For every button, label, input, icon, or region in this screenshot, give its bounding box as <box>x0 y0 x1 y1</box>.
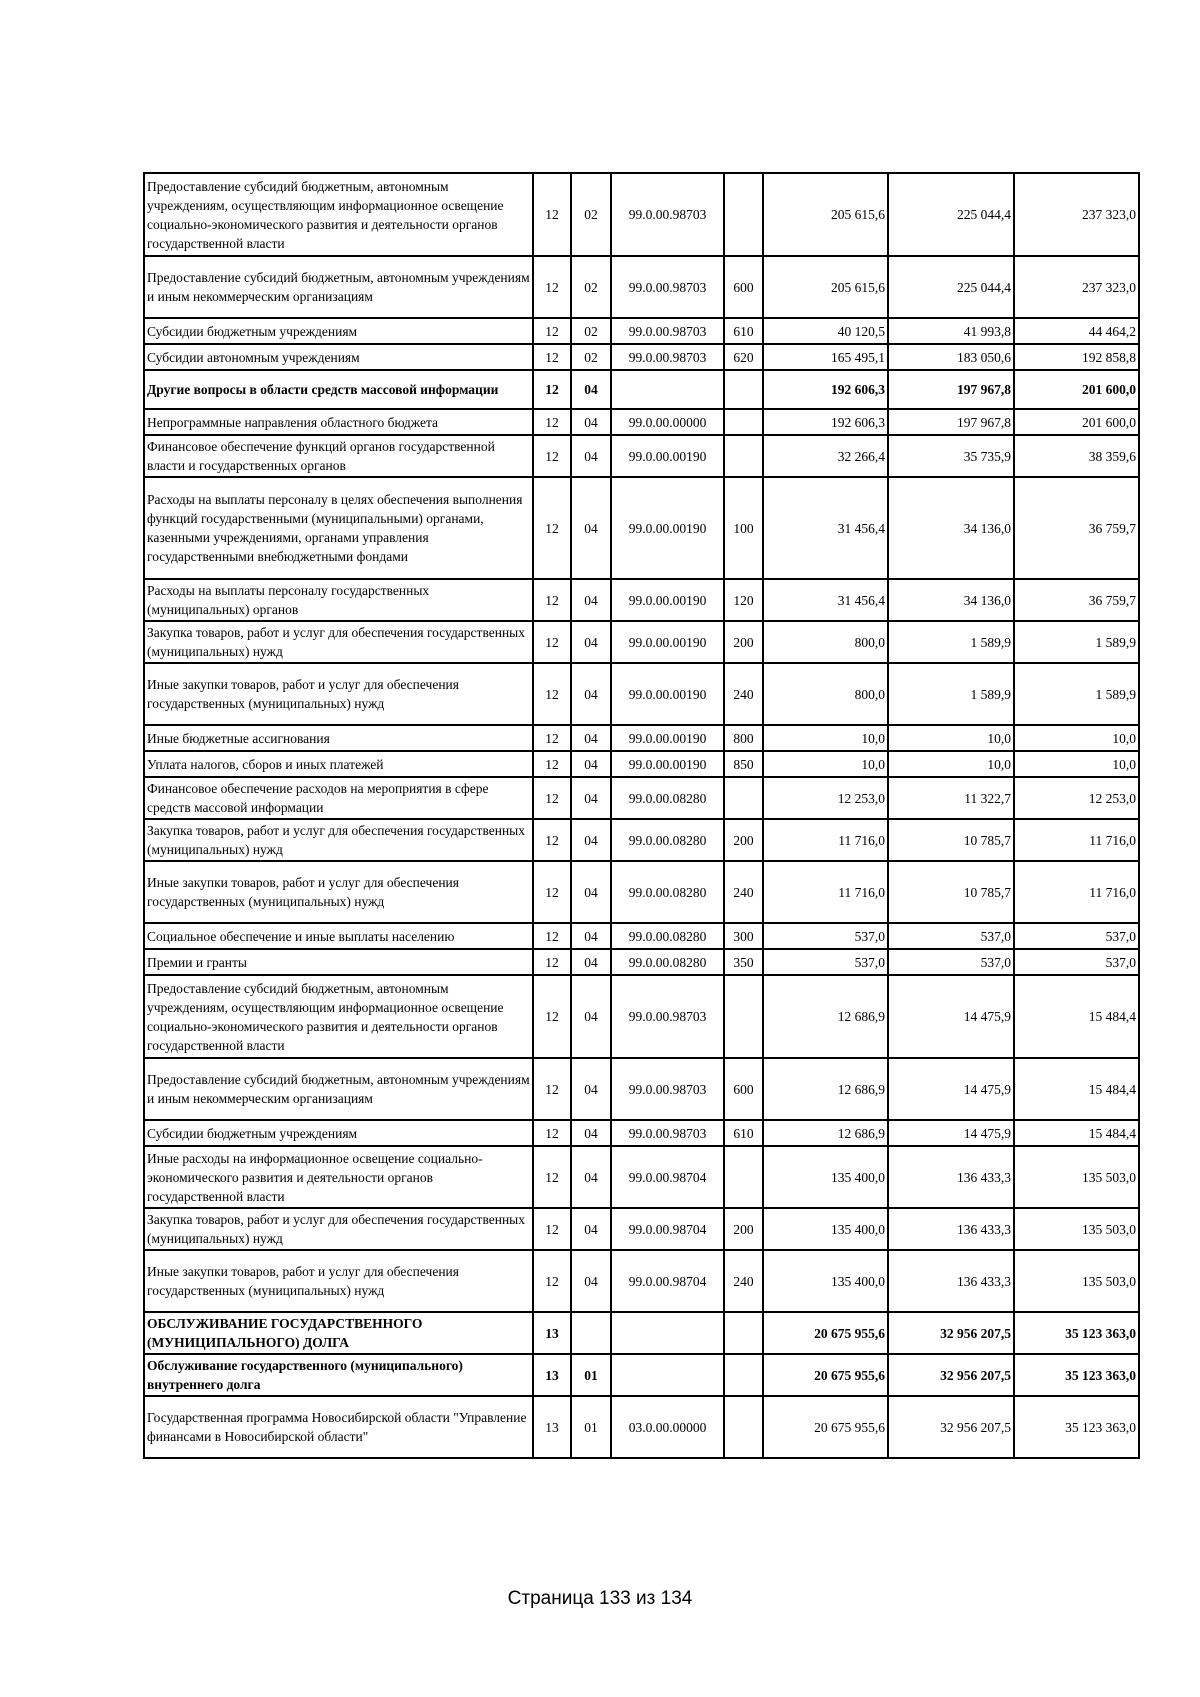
row-expense-type: 240 <box>724 663 763 725</box>
row-amount-year-2: 14 475,9 <box>888 975 1014 1058</box>
row-amount-year-1: 12 686,9 <box>763 975 888 1058</box>
table-row <box>144 725 1139 751</box>
row-target-article: 99.0.00.98703 <box>611 256 724 318</box>
row-name: Непрограммные направления областного бюджета <box>144 409 533 435</box>
row-name: Предоставление субсидий бюджетным, автономным учреждениям и иным некоммерческим организациям <box>144 256 533 318</box>
row-amount-year-2: 183 050,6 <box>888 344 1014 370</box>
row-amount-year-1: 205 615,6 <box>763 256 888 318</box>
row-section: 12 <box>533 975 571 1058</box>
row-expense-type <box>724 975 763 1058</box>
row-target-article: 99.0.00.98704 <box>611 1208 724 1250</box>
row-section: 12 <box>533 751 571 777</box>
row-subsection: 04 <box>571 923 611 949</box>
table-row <box>144 949 1139 975</box>
row-section: 12 <box>533 1250 571 1312</box>
row-amount-year-2: 136 433,3 <box>888 1250 1014 1312</box>
row-name: Закупка товаров, работ и услуг для обеспечения государственных (муниципальных) нужд <box>144 819 533 861</box>
row-section: 12 <box>533 370 571 409</box>
row-amount-year-3: 135 503,0 <box>1014 1208 1139 1250</box>
row-target-article <box>611 1312 724 1354</box>
row-section: 13 <box>533 1312 571 1354</box>
row-amount-year-2: 10,0 <box>888 725 1014 751</box>
row-amount-year-3: 15 484,4 <box>1014 1058 1139 1120</box>
row-amount-year-3: 10,0 <box>1014 751 1139 777</box>
row-target-article: 99.0.00.08280 <box>611 861 724 923</box>
row-amount-year-2: 32 956 207,5 <box>888 1396 1014 1458</box>
row-amount-year-1: 165 495,1 <box>763 344 888 370</box>
row-name: Субсидии автономным учреждениям <box>144 344 533 370</box>
row-amount-year-3: 12 253,0 <box>1014 777 1139 819</box>
row-target-article: 99.0.00.98703 <box>611 318 724 344</box>
row-section: 12 <box>533 409 571 435</box>
row-section: 12 <box>533 1120 571 1146</box>
row-subsection: 02 <box>571 256 611 318</box>
row-subsection: 02 <box>571 173 611 256</box>
row-section: 12 <box>533 318 571 344</box>
row-section: 12 <box>533 949 571 975</box>
table-row <box>144 1146 1139 1208</box>
row-amount-year-3: 537,0 <box>1014 949 1139 975</box>
row-subsection: 04 <box>571 621 611 663</box>
row-amount-year-2: 35 735,9 <box>888 435 1014 477</box>
row-section: 12 <box>533 663 571 725</box>
row-amount-year-2: 41 993,8 <box>888 318 1014 344</box>
row-name: Субсидии бюджетным учреждениям <box>144 318 533 344</box>
row-amount-year-2: 32 956 207,5 <box>888 1354 1014 1396</box>
row-target-article: 99.0.00.00190 <box>611 477 724 579</box>
table-row <box>144 256 1139 318</box>
row-subsection: 01 <box>571 1354 611 1396</box>
row-expense-type: 610 <box>724 318 763 344</box>
table-row <box>144 409 1139 435</box>
table-row <box>144 344 1139 370</box>
table-row <box>144 923 1139 949</box>
table-row <box>144 975 1139 1058</box>
row-subsection: 01 <box>571 1396 611 1458</box>
row-name: Социальное обеспечение и иные выплаты населению <box>144 923 533 949</box>
table-row <box>144 663 1139 725</box>
row-subsection: 04 <box>571 1208 611 1250</box>
row-amount-year-3: 1 589,9 <box>1014 663 1139 725</box>
row-amount-year-2: 10,0 <box>888 751 1014 777</box>
row-expense-type <box>724 370 763 409</box>
row-name: Государственная программа Новосибирской области "Управление финансами в Новосибирской области" <box>144 1396 533 1458</box>
row-amount-year-1: 20 675 955,6 <box>763 1396 888 1458</box>
row-section: 12 <box>533 579 571 621</box>
row-name: Предоставление субсидий бюджетным, автономным учреждениям и иным некоммерческим организациям <box>144 1058 533 1120</box>
row-amount-year-2: 34 136,0 <box>888 579 1014 621</box>
row-amount-year-2: 136 433,3 <box>888 1208 1014 1250</box>
table-row <box>144 173 1139 256</box>
row-section: 12 <box>533 621 571 663</box>
page-number: Страница 133 из 134 <box>507 1588 693 1609</box>
row-amount-year-2: 197 967,8 <box>888 409 1014 435</box>
row-amount-year-3: 537,0 <box>1014 923 1139 949</box>
row-subsection: 04 <box>571 1058 611 1120</box>
row-name: Предоставление субсидий бюджетным, автономным учреждениям, осуществляющим информационное освещение социально-экономического развития и деятельности органов государственной власти <box>144 975 533 1058</box>
row-subsection: 04 <box>571 370 611 409</box>
row-name: Иные закупки товаров, работ и услуг для обеспечения государственных (муниципальных) нужд <box>144 861 533 923</box>
row-amount-year-3: 11 716,0 <box>1014 819 1139 861</box>
row-amount-year-3: 38 359,6 <box>1014 435 1139 477</box>
row-expense-type: 620 <box>724 344 763 370</box>
row-name: Субсидии бюджетным учреждениям <box>144 1120 533 1146</box>
row-expense-type <box>724 1312 763 1354</box>
row-expense-type: 350 <box>724 949 763 975</box>
row-expense-type: 100 <box>724 477 763 579</box>
row-amount-year-1: 205 615,6 <box>763 173 888 256</box>
row-amount-year-3: 10,0 <box>1014 725 1139 751</box>
row-subsection: 04 <box>571 477 611 579</box>
row-name: Иные закупки товаров, работ и услуг для обеспечения государственных (муниципальных) нужд <box>144 1250 533 1312</box>
row-amount-year-2: 1 589,9 <box>888 663 1014 725</box>
row-subsection: 04 <box>571 435 611 477</box>
row-amount-year-2: 34 136,0 <box>888 477 1014 579</box>
row-expense-type: 600 <box>724 1058 763 1120</box>
budget-table-body <box>144 173 1139 1458</box>
row-expense-type: 300 <box>724 923 763 949</box>
row-amount-year-3: 44 464,2 <box>1014 318 1139 344</box>
row-target-article <box>611 370 724 409</box>
row-expense-type: 600 <box>724 256 763 318</box>
row-amount-year-3: 201 600,0 <box>1014 409 1139 435</box>
row-name: Расходы на выплаты персоналу государственных (муниципальных) органов <box>144 579 533 621</box>
row-target-article: 99.0.00.98704 <box>611 1250 724 1312</box>
row-section: 12 <box>533 435 571 477</box>
row-amount-year-1: 135 400,0 <box>763 1146 888 1208</box>
row-amount-year-3: 15 484,4 <box>1014 1120 1139 1146</box>
row-name: Предоставление субсидий бюджетным, автономным учреждениям, осуществляющим информационное освещение социально-экономического развития и деятельности органов государственной власти <box>144 173 533 256</box>
row-amount-year-1: 135 400,0 <box>763 1208 888 1250</box>
row-amount-year-1: 11 716,0 <box>763 819 888 861</box>
row-amount-year-3: 11 716,0 <box>1014 861 1139 923</box>
table-row <box>144 370 1139 409</box>
row-section: 13 <box>533 1354 571 1396</box>
row-amount-year-1: 32 266,4 <box>763 435 888 477</box>
row-subsection: 04 <box>571 777 611 819</box>
row-expense-type <box>724 777 763 819</box>
row-amount-year-3: 237 323,0 <box>1014 173 1139 256</box>
row-expense-type <box>724 1354 763 1396</box>
row-amount-year-3: 135 503,0 <box>1014 1250 1139 1312</box>
table-row <box>144 579 1139 621</box>
row-subsection: 04 <box>571 409 611 435</box>
row-amount-year-1: 135 400,0 <box>763 1250 888 1312</box>
row-amount-year-1: 20 675 955,6 <box>763 1312 888 1354</box>
row-expense-type: 240 <box>724 861 763 923</box>
row-name: Закупка товаров, работ и услуг для обеспечения государственных (муниципальных) нужд <box>144 1208 533 1250</box>
row-name: Обслуживание государственного (муниципального) внутреннего долга <box>144 1354 533 1396</box>
row-subsection: 02 <box>571 344 611 370</box>
row-amount-year-1: 11 716,0 <box>763 861 888 923</box>
row-name: Уплата налогов, сборов и иных платежей <box>144 751 533 777</box>
row-amount-year-3: 35 123 363,0 <box>1014 1354 1139 1396</box>
table-row <box>144 819 1139 861</box>
row-name: Иные расходы на информационное освещение социально-экономического развития и деятельности органов государственной власти <box>144 1146 533 1208</box>
row-amount-year-1: 12 686,9 <box>763 1058 888 1120</box>
table-row <box>144 751 1139 777</box>
table-row <box>144 1354 1139 1396</box>
row-target-article: 99.0.00.00190 <box>611 751 724 777</box>
row-target-article: 99.0.00.08280 <box>611 949 724 975</box>
row-subsection: 04 <box>571 1146 611 1208</box>
row-name: ОБСЛУЖИВАНИЕ ГОСУДАРСТВЕННОГО (МУНИЦИПАЛЬНОГО) ДОЛГА <box>144 1312 533 1354</box>
row-subsection: 04 <box>571 1250 611 1312</box>
row-amount-year-2: 537,0 <box>888 949 1014 975</box>
row-amount-year-1: 537,0 <box>763 923 888 949</box>
row-amount-year-1: 10,0 <box>763 751 888 777</box>
budget-table <box>143 172 1140 1459</box>
row-expense-type: 800 <box>724 725 763 751</box>
row-amount-year-1: 800,0 <box>763 663 888 725</box>
table-row <box>144 1208 1139 1250</box>
row-section: 12 <box>533 173 571 256</box>
row-subsection: 04 <box>571 949 611 975</box>
table-row <box>144 621 1139 663</box>
row-section: 12 <box>533 256 571 318</box>
row-target-article: 99.0.00.00190 <box>611 621 724 663</box>
table-row <box>144 1312 1139 1354</box>
row-amount-year-2: 225 044,4 <box>888 256 1014 318</box>
row-amount-year-1: 192 606,3 <box>763 370 888 409</box>
table-row <box>144 477 1139 579</box>
row-section: 12 <box>533 477 571 579</box>
row-subsection <box>571 1312 611 1354</box>
table-row <box>144 861 1139 923</box>
row-target-article: 99.0.00.98703 <box>611 975 724 1058</box>
row-target-article: 99.0.00.08280 <box>611 777 724 819</box>
row-name: Финансовое обеспечение расходов на мероприятия в сфере средств массовой информации <box>144 777 533 819</box>
row-target-article: 99.0.00.00190 <box>611 579 724 621</box>
row-section: 12 <box>533 1146 571 1208</box>
row-target-article: 99.0.00.08280 <box>611 819 724 861</box>
row-section: 12 <box>533 861 571 923</box>
table-row <box>144 1250 1139 1312</box>
row-target-article: 99.0.00.00190 <box>611 435 724 477</box>
row-subsection: 04 <box>571 751 611 777</box>
row-expense-type <box>724 435 763 477</box>
row-amount-year-2: 11 322,7 <box>888 777 1014 819</box>
table-row <box>144 1058 1139 1120</box>
row-subsection: 04 <box>571 861 611 923</box>
row-expense-type <box>724 173 763 256</box>
row-target-article: 99.0.00.08280 <box>611 923 724 949</box>
table-row <box>144 318 1139 344</box>
row-amount-year-1: 40 120,5 <box>763 318 888 344</box>
row-amount-year-2: 537,0 <box>888 923 1014 949</box>
row-amount-year-1: 192 606,3 <box>763 409 888 435</box>
row-amount-year-3: 237 323,0 <box>1014 256 1139 318</box>
row-section: 12 <box>533 1058 571 1120</box>
row-section: 12 <box>533 777 571 819</box>
row-amount-year-3: 1 589,9 <box>1014 621 1139 663</box>
row-amount-year-2: 197 967,8 <box>888 370 1014 409</box>
table-row <box>144 435 1139 477</box>
row-subsection: 02 <box>571 318 611 344</box>
row-target-article: 99.0.00.00000 <box>611 409 724 435</box>
row-amount-year-2: 14 475,9 <box>888 1120 1014 1146</box>
row-expense-type <box>724 1396 763 1458</box>
row-amount-year-1: 12 686,9 <box>763 1120 888 1146</box>
row-amount-year-1: 537,0 <box>763 949 888 975</box>
row-name: Иные закупки товаров, работ и услуг для обеспечения государственных (муниципальных) нужд <box>144 663 533 725</box>
row-target-article <box>611 1354 724 1396</box>
row-amount-year-1: 800,0 <box>763 621 888 663</box>
row-amount-year-2: 10 785,7 <box>888 861 1014 923</box>
row-expense-type: 200 <box>724 621 763 663</box>
row-expense-type: 120 <box>724 579 763 621</box>
row-amount-year-1: 31 456,4 <box>763 477 888 579</box>
row-name: Иные бюджетные ассигнования <box>144 725 533 751</box>
row-subsection: 04 <box>571 725 611 751</box>
table-row <box>144 1396 1139 1458</box>
row-amount-year-2: 32 956 207,5 <box>888 1312 1014 1354</box>
row-amount-year-3: 36 759,7 <box>1014 477 1139 579</box>
row-target-article: 99.0.00.98703 <box>611 344 724 370</box>
row-amount-year-3: 36 759,7 <box>1014 579 1139 621</box>
row-amount-year-2: 10 785,7 <box>888 819 1014 861</box>
row-amount-year-3: 135 503,0 <box>1014 1146 1139 1208</box>
row-name: Премии и гранты <box>144 949 533 975</box>
row-amount-year-3: 35 123 363,0 <box>1014 1396 1139 1458</box>
table-row <box>144 777 1139 819</box>
row-amount-year-1: 12 253,0 <box>763 777 888 819</box>
row-expense-type: 610 <box>724 1120 763 1146</box>
row-amount-year-2: 1 589,9 <box>888 621 1014 663</box>
row-subsection: 04 <box>571 663 611 725</box>
row-name: Расходы на выплаты персоналу в целях обеспечения выполнения функций государственными (муниципальными) органами, казенными учреждениями, органами управления государственными внебюджетными фондами <box>144 477 533 579</box>
row-expense-type: 850 <box>724 751 763 777</box>
row-section: 12 <box>533 344 571 370</box>
row-expense-type: 240 <box>724 1250 763 1312</box>
row-name: Закупка товаров, работ и услуг для обеспечения государственных (муниципальных) нужд <box>144 621 533 663</box>
row-target-article: 99.0.00.98703 <box>611 1120 724 1146</box>
row-target-article: 99.0.00.00190 <box>611 663 724 725</box>
row-expense-type <box>724 409 763 435</box>
row-section: 12 <box>533 819 571 861</box>
row-expense-type: 200 <box>724 1208 763 1250</box>
row-subsection: 04 <box>571 579 611 621</box>
row-name: Финансовое обеспечение функций органов государственной власти и государственных органов <box>144 435 533 477</box>
row-target-article: 99.0.00.00190 <box>611 725 724 751</box>
row-name: Другие вопросы в области средств массовой информации <box>144 370 533 409</box>
row-amount-year-3: 15 484,4 <box>1014 975 1139 1058</box>
row-amount-year-1: 20 675 955,6 <box>763 1354 888 1396</box>
row-section: 13 <box>533 1396 571 1458</box>
row-amount-year-3: 192 858,8 <box>1014 344 1139 370</box>
row-target-article: 99.0.00.98703 <box>611 1058 724 1120</box>
row-section: 12 <box>533 725 571 751</box>
row-amount-year-3: 35 123 363,0 <box>1014 1312 1139 1354</box>
row-subsection: 04 <box>571 975 611 1058</box>
row-expense-type <box>724 1146 763 1208</box>
table-row <box>144 1120 1139 1146</box>
row-amount-year-2: 136 433,3 <box>888 1146 1014 1208</box>
row-subsection: 04 <box>571 1120 611 1146</box>
row-subsection: 04 <box>571 819 611 861</box>
row-amount-year-1: 10,0 <box>763 725 888 751</box>
row-amount-year-2: 225 044,4 <box>888 173 1014 256</box>
row-target-article: 03.0.00.00000 <box>611 1396 724 1458</box>
row-target-article: 99.0.00.98704 <box>611 1146 724 1208</box>
row-section: 12 <box>533 1208 571 1250</box>
row-amount-year-2: 14 475,9 <box>888 1058 1014 1120</box>
row-target-article: 99.0.00.98703 <box>611 173 724 256</box>
row-amount-year-3: 201 600,0 <box>1014 370 1139 409</box>
row-section: 12 <box>533 923 571 949</box>
row-amount-year-1: 31 456,4 <box>763 579 888 621</box>
row-expense-type: 200 <box>724 819 763 861</box>
